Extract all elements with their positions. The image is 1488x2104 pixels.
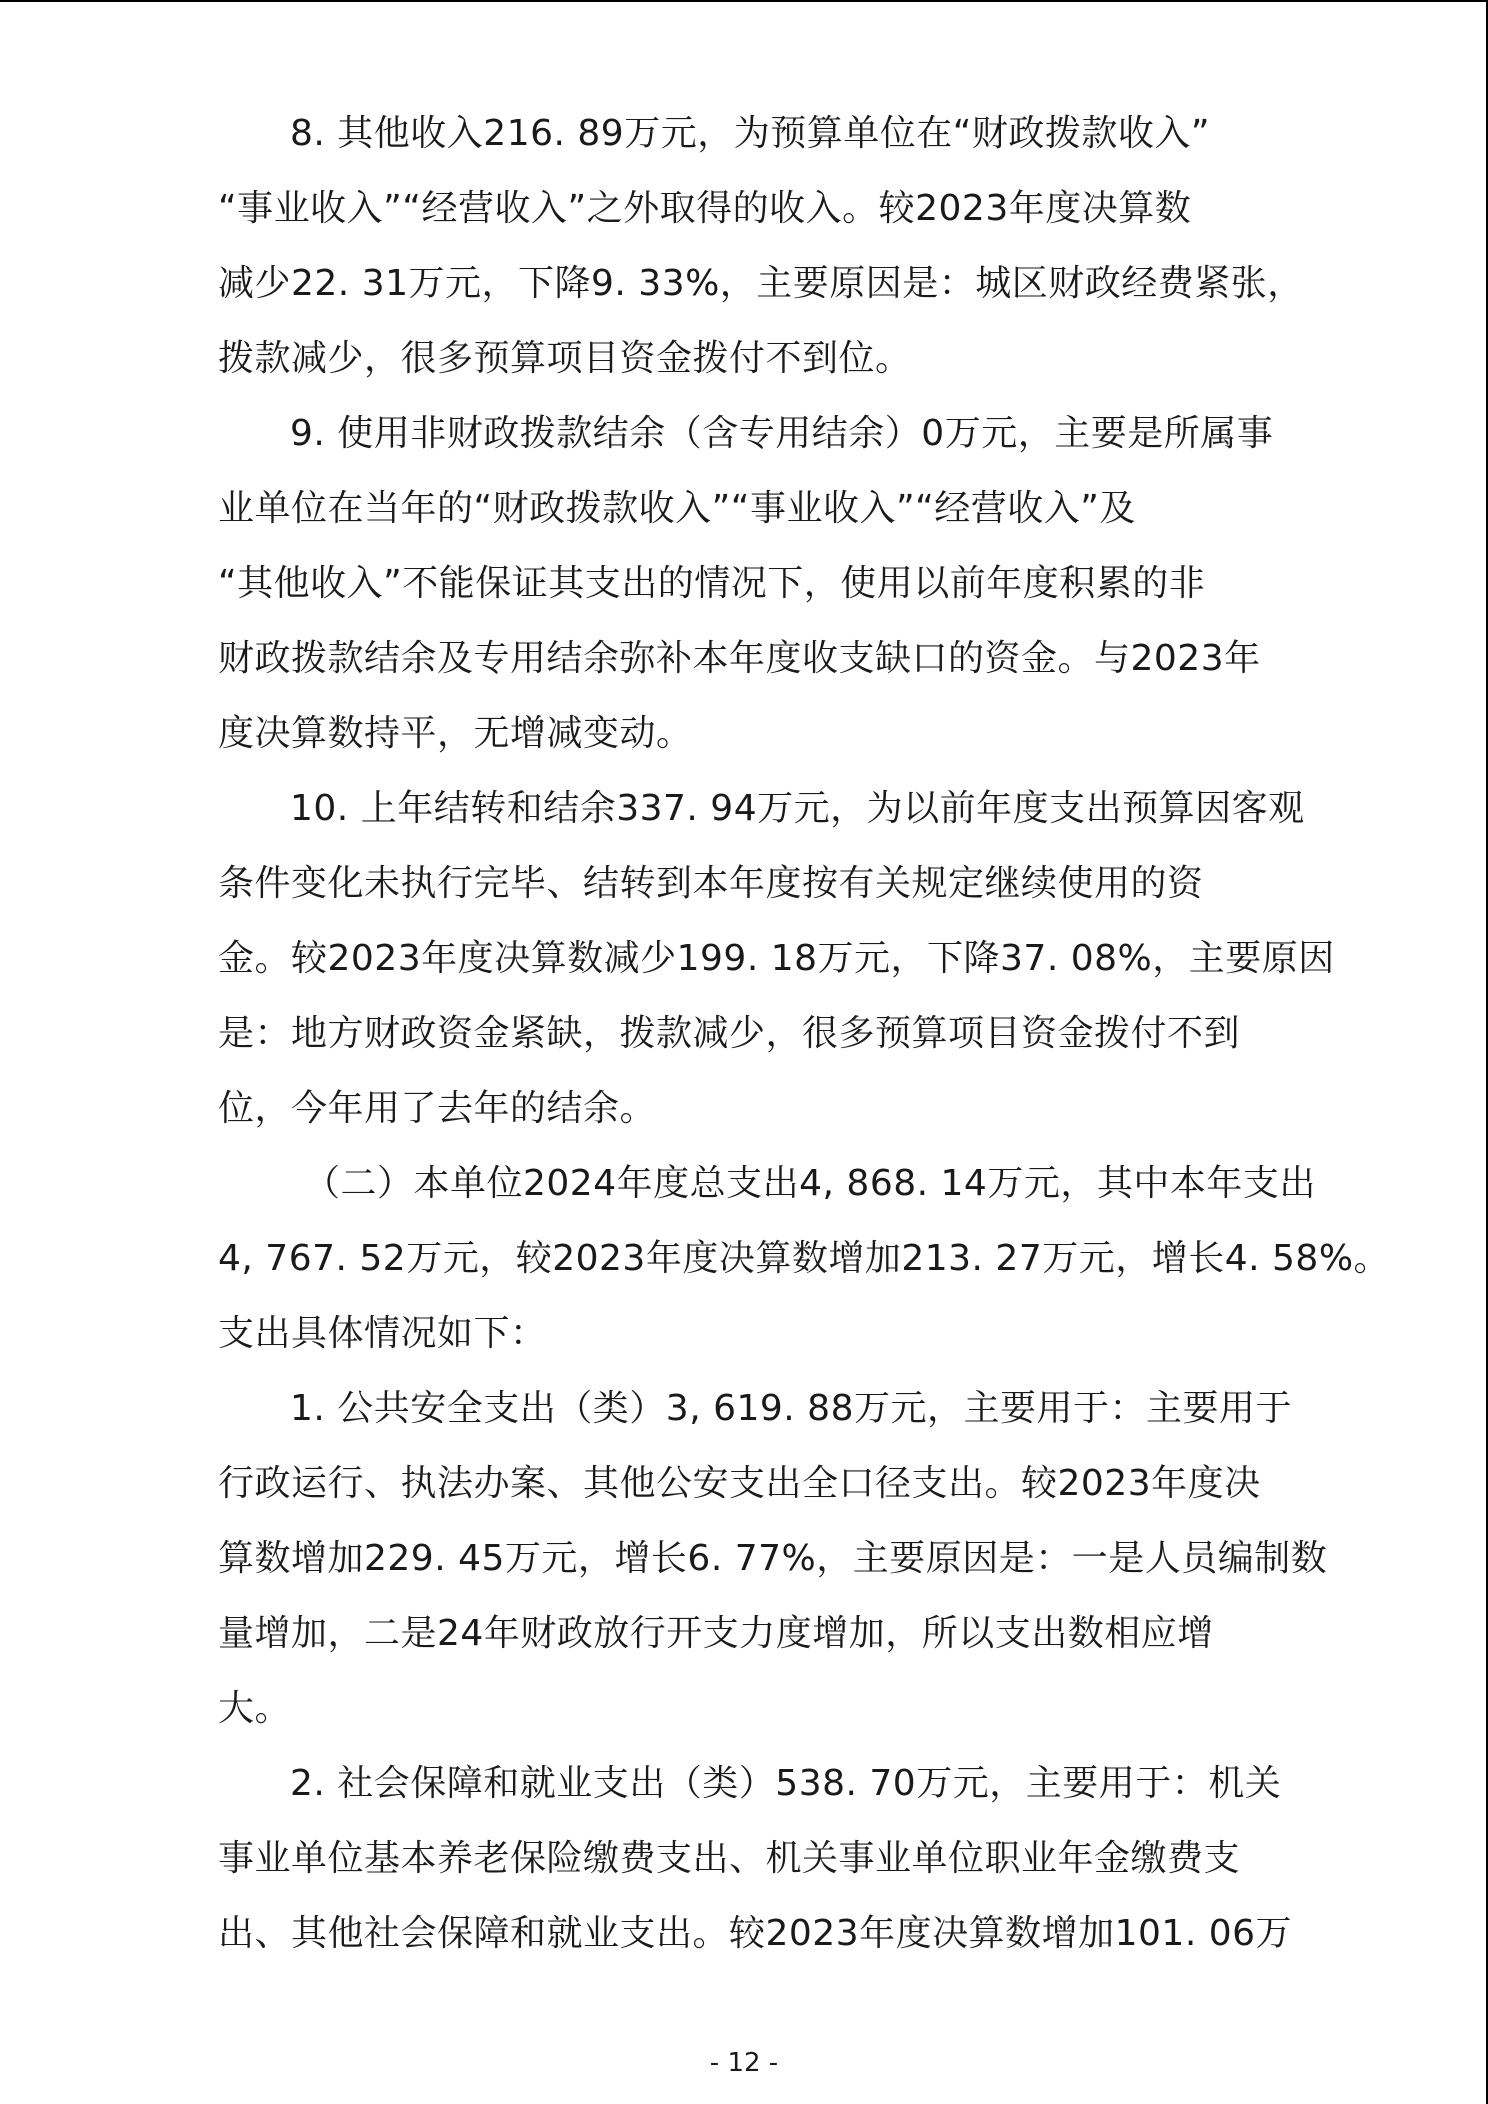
text-line: 4, 767. 52万元，较2023年度决算数增加213. 27万元，增长4. 58%。 [218,1238,1391,1279]
text-line: 出、其他社会保障和就业支出。较2023年度决算数增加101. 06万 [218,1913,1293,1954]
text-line: 金。较2023年度决算数减少199. 18万元，下降37. 08%，主要原因 [218,938,1335,979]
text-line: 8. 其他收入216. 89万元，为预算单位在“财政拨款收入” [290,113,1211,154]
text-line: 10. 上年结转和结余337. 94万元，为以前年度支出预算因客观 [290,788,1305,829]
text-line: 大。 [218,1688,292,1729]
text-line: 2. 社会保障和就业支出（类）538. 70万元，主要用于：机关 [290,1763,1282,1804]
text-line: 9. 使用非财政拨款结余（含专用结余）0万元，主要是所属事 [290,413,1274,454]
text-line: 量增加，二是24年财政放行开支力度增加，所以支出数相应增 [218,1613,1214,1654]
text-line: 度决算数持平，无增减变动。 [218,713,693,754]
document-body [218,96,1391,1971]
text-line: 减少22. 31万元，下降9. 33%，主要原因是：城区财政经费紧张， [218,263,1304,304]
page-top-border [0,0,1488,2]
text-line: 拨款减少，很多预算项目资金拨付不到位。 [218,338,912,379]
text-line: 算数增加229. 45万元，增长6. 77%，主要原因是：一是人员编制数 [218,1538,1328,1579]
text-line: 条件变化未执行完毕、结转到本年度按有关规定继续使用的资 [218,863,1204,904]
text-line: 财政拨款结余及专用结余弥补本年度收支缺口的资金。与2023年 [218,638,1261,679]
text-line: “其他收入”不能保证其支出的情况下，使用以前年度积累的非 [218,563,1206,604]
text-line: 支出具体情况如下： [218,1313,547,1354]
text-line: 事业单位基本养老保险缴费支出、机关事业单位职业年金缴费支 [218,1838,1241,1879]
text-line: 是：地方财政资金紧缺，拨款减少，很多预算项目资金拨付不到 [218,1013,1241,1054]
text-line: （二）本单位2024年度总支出4, 868. 14万元，其中本年支出 [304,1163,1316,1204]
text-line: 1. 公共安全支出（类）3, 619. 88万元，主要用于：主要用于 [290,1388,1292,1429]
page-number: - 12 - [709,2048,779,2078]
text-line: 业单位在当年的“财政拨款收入”“事业收入”“经营收入”及 [218,488,1136,529]
text-line: 行政运行、执法办案、其他公安支出全口径支出。较2023年度决 [218,1463,1261,1504]
text-line: 位，今年用了去年的结余。 [218,1088,657,1129]
text-line: “事业收入”“经营收入”之外取得的收入。较2023年度决算数 [218,188,1192,229]
